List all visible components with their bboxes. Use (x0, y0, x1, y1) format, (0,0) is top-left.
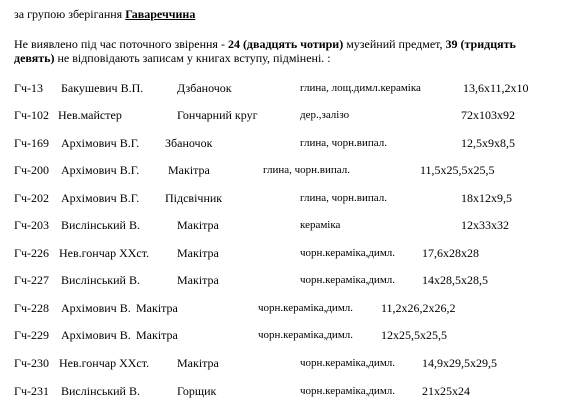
intro-part-1: Не виявлено під час поточного звірення - (14, 37, 228, 51)
row-name: Горщик (177, 384, 217, 398)
row-code: Гч-200 (14, 163, 49, 177)
row-size: 72х103х92 (461, 108, 515, 122)
row-size: 14х28,5х28,5 (422, 273, 488, 287)
row-name: Гончарний круг (177, 108, 258, 122)
intro-line-1 (14, 37, 516, 51)
intro-count-missing: 24 (двадцять чотири) (227, 37, 344, 51)
row-author: Вислінський В. (61, 273, 140, 287)
row-size: 11,5х25,5х25,5 (420, 163, 495, 177)
intro-line-2 (14, 51, 331, 65)
row-author: Вислінський В. (61, 384, 140, 398)
row-name: Підсвічник (165, 191, 223, 205)
row-size: 18х12х9,5 (461, 191, 512, 205)
row-author: Нев.гончар XXст. (59, 356, 150, 370)
row-author: Вислінський В. (61, 218, 140, 232)
row-code: Гч-230 (14, 356, 49, 370)
row-size: 21х25х24 (422, 384, 470, 398)
row-name: Макітра (177, 356, 219, 370)
row-author: Бакушевич В.П. (61, 81, 144, 95)
row-name: Макітра (177, 218, 219, 232)
row-name: Макітра (177, 246, 219, 260)
row-material: глина, лощ.димл.кераміка (300, 82, 421, 94)
row-code: Гч-226 (14, 246, 49, 260)
heading-group: Гавареччина (125, 7, 196, 21)
row-material: чорн.кераміка,димл. (258, 302, 354, 314)
row-size: 17,6х28х28 (422, 246, 479, 260)
intro-count-mismatch-cont: девять) (14, 51, 55, 65)
row-material: глина, чорн.випал. (263, 164, 350, 176)
row-material: чорн.кераміка,димл. (300, 357, 396, 369)
document-heading (14, 7, 195, 21)
row-material: чорн.кераміка,димл. (300, 385, 396, 397)
row-code: Гч-203 (14, 218, 49, 232)
row-code: Гч-229 (14, 328, 49, 342)
row-author: Архімович В.Г. (61, 163, 140, 177)
row-size: 11,2х26,2х26,2 (381, 301, 456, 315)
row-code: Гч-202 (14, 191, 49, 205)
row-name: Дзбаночок (177, 81, 232, 95)
row-name: Макітра (136, 301, 178, 315)
row-material: чорн.кераміка,димл. (300, 274, 396, 286)
row-size: 12,5х9х8,5 (461, 136, 515, 150)
row-author: Архімович В. (61, 301, 131, 315)
intro-part-2: музейний предмет, (343, 37, 446, 51)
row-size: 12х25,5х25,5 (381, 328, 447, 342)
row-name: Макітра (168, 163, 210, 177)
row-author: Нев.майстер (58, 108, 122, 122)
intro-count-mismatch: 39 (тридцять (445, 37, 516, 51)
intro-part-3: не відповідають записам у книгах вступу, підмінені. : (54, 51, 331, 65)
row-size: 14,9х29,5х29,5 (422, 356, 497, 370)
row-code: Гч-231 (14, 384, 49, 398)
row-size: 12х33х32 (461, 218, 509, 232)
row-author: Архімович В. (61, 328, 131, 342)
row-code: Гч-13 (14, 81, 43, 95)
row-material: кераміка (300, 219, 341, 231)
row-code: Гч-102 (14, 108, 49, 122)
row-author: Архімович В.Г. (61, 136, 140, 150)
row-name: Збаночок (165, 136, 213, 150)
row-size: 13,6х11,2х10 (463, 81, 529, 95)
row-material: глина, чорн.випал. (300, 137, 387, 149)
row-material: глина, чорн.випал. (300, 192, 387, 204)
row-code: Гч-227 (14, 273, 49, 287)
row-code: Гч-228 (14, 301, 49, 315)
row-author: Нев.гончар XXст. (59, 246, 150, 260)
row-author: Архімович В.Г. (61, 191, 140, 205)
row-code: Гч-169 (14, 136, 49, 150)
row-material: чорн.кераміка,димл. (258, 329, 354, 341)
row-name: Макітра (177, 273, 219, 287)
row-material: чорн.кераміка,димл. (300, 247, 396, 259)
row-name: Макітра (136, 328, 178, 342)
heading-prefix: за групою зберігання (14, 7, 126, 21)
row-material: дер.,залізо (300, 109, 350, 121)
